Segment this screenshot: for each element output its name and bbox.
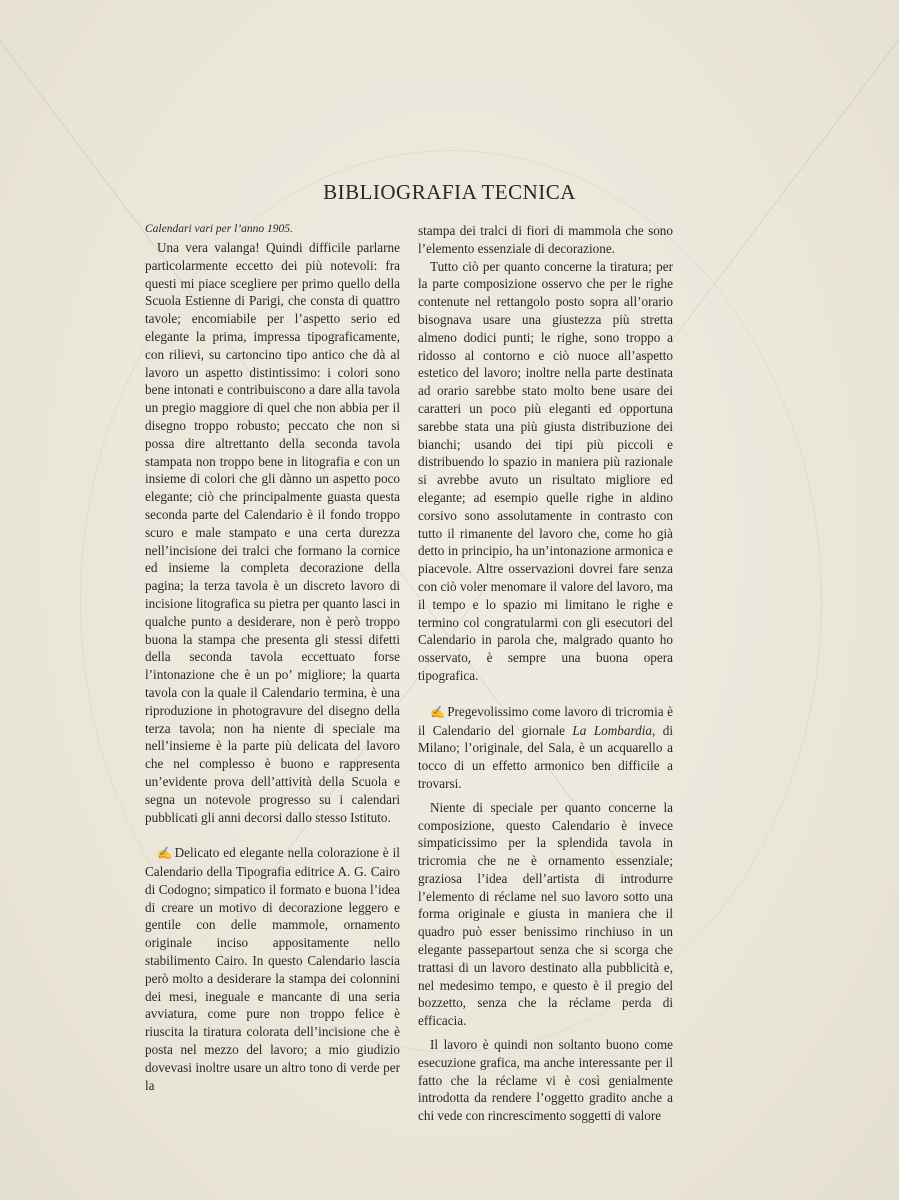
paragraph: Niente di speciale per quanto concerne la composizione, questo Calendario è invece simpaticissimo per la splendida tavola in tricromia che ne è ornamento essenziale; graziosa l’idea dell’artista di introdurre l’elemento di réclame nel suo lavoro sotto una forma originale e giusta in maniera che il quadro può esser benissimo rinchiuso in un elegante passepartout senza che si scorga che trattasi di un lavoro destinato alla pubblicità e, nel medesimo tempo, e questo è il pregio del bozzetto, senza che la réclame perda di efficacia.	[418, 799, 673, 1029]
paragraph: Una vera valanga! Quindi difficile parlarne particolarmente eccetto dei più notevoli: fra questi mi piace scegliere per primo quello della Scuola Estienne di Parigi, che consta di quattro tavole; encomiabile per l’aspetto serio ed elegante la prima, impressa tipograficamente, con rilievi, su cartoncino tipo antico che dà al lavoro un aspetto distintissimo: i colori sono bene intonati e contribuiscono a dare alla tavola un pregio maggiore di quel che non abbia per il disegno troppo robusto; peccato che non si possa dire altrettanto della seconda tavola stampata non troppo bene in litografia e con un insieme di colori che gli dànno un aspetto poco elegante; ciò che principalmente guasta questa seconda parte del Calendario è il fondo troppo scuro e male stampato e una certa durezza nell’incisione dei tralci che formano la cornice ed insieme la completa decorazione della pagina; la terza tavola è un discreto lavoro di incisione litografica su pietra per quanto lasci in qualche punto a desiderare, non è però troppo buona la stampa che presenta gli stessi difetti della seconda tavola eccettuato forse l’intonazione che è un po’ migliore; la quarta tavola con la quale il Calendario termina, è una riproduzione in photogravure del disegno della terza tavola; non ha niente di speciale ma nell’insieme è la parte più delicata del lavoro che nel complesso è buono e rappresenta un’evidente prova dell’attività della Scuola e segna un notevole progresso su i calendari pubblicati gli anni decorsi dallo stesso Istituto.	[145, 240, 400, 825]
section-heading: Calendari vari per l’anno 1905.	[145, 223, 293, 235]
hand-ornament-icon: ✍	[430, 704, 445, 719]
paragraph-text: Pregevolissimo come lavoro di tricromia è il Calendario del giornale	[418, 703, 673, 738]
hand-ornament-icon: ✍	[157, 846, 172, 861]
paragraph: Il lavoro è quindi non soltanto buono come esecuzione grafica, ma anche interessante per il fatto che la réclame vi è così genialmente introdotta da rendere l’oggetto gradito anche a chi vede con rincrescimento soggetti di valore	[418, 1037, 673, 1124]
paragraph	[145, 844, 400, 1094]
paragraph	[418, 703, 673, 793]
paragraph-text: Delicato ed elegante nella colorazione è il Calendario della Tipografia editrice A. G. Cairo di Codogno; simpatico il formato e buona l’idea di creare un motivo di decorazione leggero e gentile con delle mammole, ornamento originale inciso appositamente nello stabilimento Cairo. In questo Calendario lascia però molto a desiderare la stampa dei colonnini dei mesi, ineguale e mancante di una seria avviatura, come pure non troppo felice è riuscita la tiratura colorata dell’incisione che è posta nel mezzo del lavoro; a mio giudizio dovevasi inoltre usare un altro tono di verde per la	[145, 845, 400, 1093]
paragraph: Tutto ciò per quanto concerne la tiratura; per la parte composizione osservo che per le righe contenute nel rettangolo posto sopra all’orario bisognava usare una giustezza più stretta almeno dodici punti; le righe, sono troppo a ridosso al contorno e ciò nuoce all’aspetto estetico del lavoro; inoltre nella parte destinata ad orario sarebbe stato molto bene usare dei caratteri un poco più eleganti ed opportuna sarebbe stata una più giusta distribuzione dei bianchi; usando dei tipi più piccoli e distribuendo lo spazio in maniera più razionale si avrebbe avuto un risultato migliore ed elegante; ad esempio quelle righe in aldino corsivo sono assolutamente in contrasto con tutto il rimanente del lavoro che, come ho già detto in principio, ha un’intonazione armonica e piacevole. Altre osservazioni dovrei fare senza con ciò voler menomare il valore del lavoro, ma il tempo e lo spazio mi limitano le righe e termino col congratularmi con gli esecutori del Calendario in parola che, malgrado quanto ho osservato, è sempre una buona opera tipografica.	[418, 258, 673, 683]
paragraph: stampa dei tralci di fiori di mammola che sono l’elemento essenziale di decorazione.	[418, 223, 673, 256]
left-column	[145, 222, 400, 1094]
paragraph-text: di Milano; l’originale, del Sala, è un acquarello a tocco di un effetto armonico ben difficile a trovarsi.	[418, 722, 673, 791]
right-column	[418, 222, 673, 1125]
newspaper-name: La Lombardia,	[572, 722, 656, 738]
page-title: BIBLIOGRAFIA TECNICA	[323, 180, 576, 204]
